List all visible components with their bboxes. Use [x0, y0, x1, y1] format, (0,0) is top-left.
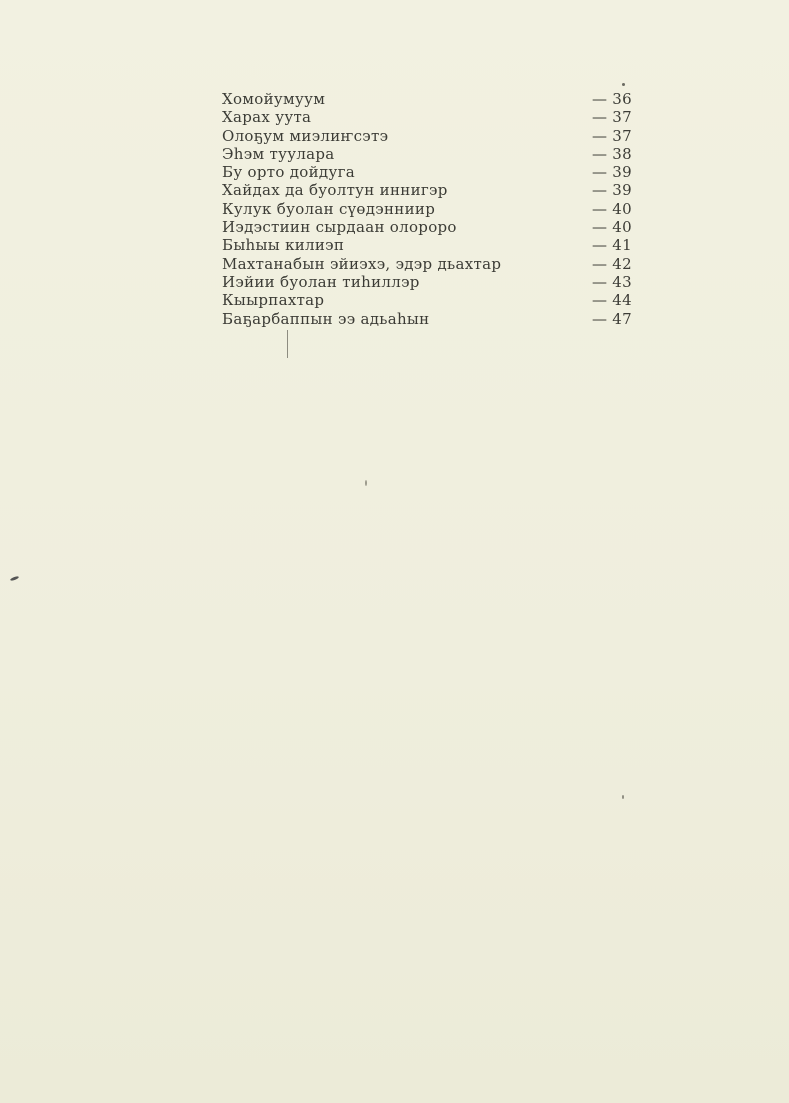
toc-entry-page: — 40 — [591, 199, 632, 218]
toc-entry-page: — 43 — [591, 272, 632, 291]
toc-entry-title: Эһэм туулара — [222, 144, 335, 163]
toc-entry — [222, 200, 632, 218]
toc-entry-page: — 39 — [591, 181, 632, 200]
toc-entry-title: Махтанабын эйиэхэ, эдэр дьахтар — [222, 254, 502, 273]
paper-speck — [622, 83, 625, 86]
toc-entry-page: — 37 — [591, 108, 632, 127]
toc-entry-title: Олоҕум миэлиҥсэтэ — [222, 126, 389, 145]
toc-entry-page: — 47 — [591, 309, 632, 328]
toc-entry — [222, 236, 632, 254]
toc-entry — [222, 273, 632, 291]
toc-entry — [222, 145, 632, 163]
toc-entry-page: — 42 — [591, 254, 632, 273]
toc-entry-page: — 40 — [591, 218, 632, 237]
toc-entry — [222, 163, 632, 181]
table-of-contents — [222, 90, 632, 328]
toc-entry-page: — 39 — [591, 163, 632, 182]
toc-entry-page: — 38 — [591, 144, 632, 163]
toc-entry — [222, 255, 632, 273]
toc-entry-page: — 37 — [591, 126, 632, 145]
toc-entry — [222, 90, 632, 108]
toc-entry-page: — 41 — [591, 236, 632, 255]
toc-entry-title: Иэйии буолан тиһиллэр — [222, 272, 420, 291]
toc-entry-title: Иэдэстиин сырдаан олороро — [222, 218, 457, 237]
toc-entry-title: Бу орто дойдуга — [222, 163, 355, 182]
toc-entry-title: Харах уута — [222, 108, 312, 127]
toc-entry-title: Быһыы килиэп — [222, 236, 345, 255]
toc-entry — [222, 310, 632, 328]
toc-entry-page: — 44 — [591, 291, 632, 310]
toc-entry-page: — 36 — [591, 90, 632, 108]
toc-entry — [222, 108, 632, 126]
toc-entry-title: Хомойумуум — [222, 90, 326, 108]
toc-entry-title: Хайдах да буолтун иннигэр — [222, 181, 448, 200]
toc-entry — [222, 218, 632, 236]
toc-entry — [222, 181, 632, 199]
paper-speck — [10, 576, 19, 582]
toc-entry-title: Кыырпахтар — [222, 291, 325, 310]
paper-speck — [365, 480, 367, 486]
toc-entry — [222, 127, 632, 145]
paper-speck — [622, 795, 624, 799]
toc-entry-title: Кулук буолан сүөдэнниир — [222, 199, 436, 218]
toc-entry-title: Баҕарбаппын ээ адьаһын — [222, 309, 430, 328]
toc-entry — [222, 291, 632, 309]
pencil-mark — [287, 330, 288, 358]
